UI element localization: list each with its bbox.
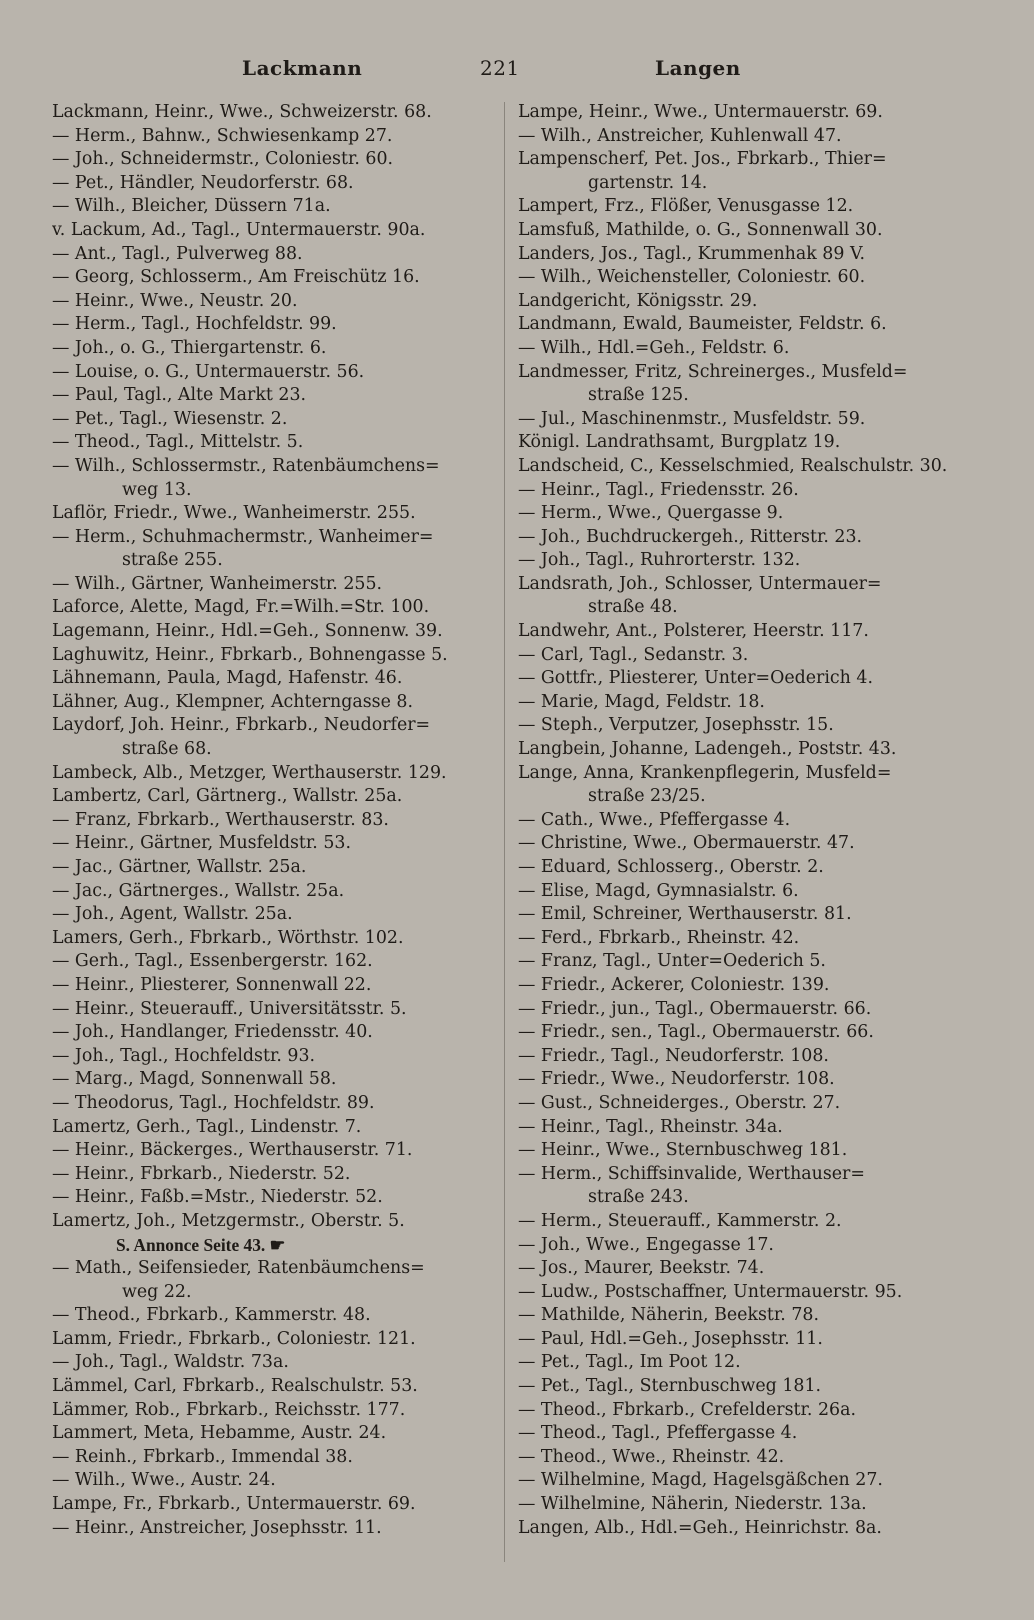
directory-entry: Langbein, Johanne, Ladengeh., Poststr. 43. xyxy=(518,739,897,760)
directory-entry: — Friedr., jun., Tagl., Obermauerstr. 66. xyxy=(518,998,872,1019)
directory-entry: — Friedr., Ackerer, Coloniestr. 139. xyxy=(518,974,830,995)
directory-entry: Lamsfuß, Mathilde, o. G., Sonnenwall 30. xyxy=(518,219,883,240)
directory-entry: — Joh., Buchdruckergeh., Ritterstr. 23. xyxy=(518,526,863,547)
directory-entry: — Theodorus, Tagl., Hochfeldstr. 89. xyxy=(52,1092,375,1113)
directory-entry: — Mathilde, Näherin, Beekstr. 78. xyxy=(518,1305,820,1326)
directory-entry: — Jos., Maurer, Beekstr. 74. xyxy=(518,1258,765,1279)
directory-entry: Langen, Alb., Hdl.=Geh., Heinrichstr. 8a. xyxy=(518,1517,882,1538)
directory-entry: — Wilh., Gärtner, Wanheimerstr. 255. xyxy=(52,573,383,594)
directory-entry: — Friedr., Wwe., Neudorferstr. 108. xyxy=(518,1069,835,1090)
directory-entry: — Joh., o. G., Thiergartenstr. 6. xyxy=(52,337,327,358)
directory-entry: — Jac., Gärtner, Wallstr. 25a. xyxy=(52,857,307,877)
directory-entry: Lamm, Friedr., Fbrkarb., Coloniestr. 121. xyxy=(52,1328,416,1349)
directory-entry: Lampe, Heinr., Wwe., Untermauerstr. 69. xyxy=(518,102,883,122)
directory-entry: — Gust., Schneiderges., Oberstr. 27. xyxy=(518,1092,841,1113)
directory-entry: Landscheid, C., Kesselschmied, Realschulstr. 30. xyxy=(518,455,948,476)
directory-entry: — Theod., Tagl., Mittelstr. 5. xyxy=(52,432,304,453)
directory-entry: Landmesser, Fritz, Schreinerges., Musfeld= xyxy=(518,361,908,382)
directory-entry: — Steph., Verputzer, Josephsstr. 15. xyxy=(518,715,834,736)
directory-entry: Laghuwitz, Heinr., Fbrkarb., Bohnengasse 5. xyxy=(52,644,448,665)
directory-entry: — Ant., Tagl., Pulverweg 88. xyxy=(52,243,303,264)
directory-entry: — Wilh., Anstreicher, Kuhlenwall 47. xyxy=(518,125,842,146)
directory-entry: Lamers, Gerh., Fbrkarb., Wörthstr. 102. xyxy=(52,927,404,948)
directory-entry: Lampenscherf, Pet. Jos., Fbrkarb., Thier= xyxy=(518,149,887,170)
directory-entry: Landwehr, Ant., Polsterer, Heerstr. 117. xyxy=(518,621,869,642)
directory-entry: Lämmer, Rob., Fbrkarb., Reichsstr. 177. xyxy=(52,1399,406,1420)
directory-entry: — Carl, Tagl., Sedanstr. 3. xyxy=(518,644,749,665)
directory-entry: — Pet., Händler, Neudorferstr. 68. xyxy=(52,172,354,193)
directory-entry: Lagemann, Heinr., Hdl.=Geh., Sonnenw. 39. xyxy=(52,621,443,642)
page-header xyxy=(0,56,1034,86)
directory-entry: Landsrath, Joh., Schlosser, Untermauer= xyxy=(518,573,882,594)
entry-continuation: straße 48. xyxy=(588,597,678,618)
directory-entry: — Louise, o. G., Untermauerstr. 56. xyxy=(52,361,365,382)
directory-entry: — Herm., Schuhmachermstr., Wanheimer= xyxy=(52,526,434,547)
directory-entry: — Joh., Wwe., Engegasse 17. xyxy=(518,1234,774,1255)
directory-entry: — Pet., Tagl., Wiesenstr. 2. xyxy=(52,408,288,429)
directory-entry: — Wilh., Wwe., Austr. 24. xyxy=(52,1470,276,1491)
column-divider xyxy=(504,102,505,1562)
directory-entry: Lamertz, Joh., Metzgermstr., Oberstr. 5. xyxy=(52,1210,405,1231)
directory-entry: — Theod., Wwe., Rheinstr. 42. xyxy=(518,1446,785,1467)
directory-entry: — Gerh., Tagl., Essenbergerstr. 162. xyxy=(52,951,373,972)
directory-entry: Lampert, Frz., Flößer, Venusgasse 12. xyxy=(518,196,854,217)
directory-entry: — Reinh., Fbrkarb., Immendal 38. xyxy=(52,1446,353,1467)
directory-entry: — Friedr., sen., Tagl., Obermauerstr. 66. xyxy=(518,1022,874,1043)
directory-entry: Lämmel, Carl, Fbrkarb., Realschulstr. 53. xyxy=(52,1376,418,1397)
directory-entry: — Ferd., Fbrkarb., Rheinstr. 42. xyxy=(518,927,800,948)
directory-entry: — Herm., Tagl., Hochfeldstr. 99. xyxy=(52,314,337,335)
directory-entry: — Joh., Agent, Wallstr. 25a. xyxy=(52,904,293,925)
directory-entry: — Ludw., Postschaffner, Untermauerstr. 95. xyxy=(518,1281,903,1302)
directory-entry: — Joh., Schneidermstr., Coloniestr. 60. xyxy=(52,149,394,170)
directory-entry: — Wilhelmine, Näherin, Niederstr. 13a. xyxy=(518,1494,867,1515)
page-number: 221 xyxy=(480,56,520,80)
directory-entry: — Heinr., Wwe., Sternbuschweg 181. xyxy=(518,1140,848,1161)
directory-entry: — Heinr., Gärtner, Musfeldstr. 53. xyxy=(52,833,352,854)
directory-entry: — Christine, Wwe., Obermauerstr. 47. xyxy=(518,833,855,854)
entry-continuation: weg 22. xyxy=(122,1281,192,1302)
directory-entry: — Heinr., Wwe., Neustr. 20. xyxy=(52,290,298,311)
entry-continuation: weg 13. xyxy=(122,479,192,500)
directory-entry: — Heinr., Faßb.=Mstr., Niederstr. 52. xyxy=(52,1187,383,1208)
directory-entry: — Georg, Schlosserm., Am Freischütz 16. xyxy=(52,267,420,288)
directory-entry: — Gottfr., Pliesterer, Unter=Oederich 4. xyxy=(518,668,873,689)
entry-continuation: straße 23/25. xyxy=(588,786,706,807)
directory-entry: Lammert, Meta, Hebamme, Austr. 24. xyxy=(52,1423,387,1444)
directory-entry: Königl. Landrathsamt, Burgplatz 19. xyxy=(518,432,841,453)
directory-entry: — Marie, Magd, Feldstr. 18. xyxy=(518,691,765,712)
directory-entry: — Emil, Schreiner, Werthauserstr. 81. xyxy=(518,904,852,925)
directory-entry: — Wilh., Schlossermstr., Ratenbäumchens= xyxy=(52,455,440,476)
entry-continuation: straße 68. xyxy=(122,739,212,760)
directory-entry: — Franz, Tagl., Unter=Oederich 5. xyxy=(518,951,826,972)
entry-continuation: straße 255. xyxy=(122,550,223,571)
directory-entry: — Jul., Maschinenmstr., Musfeldstr. 59. xyxy=(518,408,866,429)
directory-entry: v. Lackum, Ad., Tagl., Untermauerstr. 90a. xyxy=(52,219,426,240)
directory-entry: Lambertz, Carl, Gärtnerg., Wallstr. 25a. xyxy=(52,786,403,807)
directory-entry: Lackmann, Heinr., Wwe., Schweizerstr. 68. xyxy=(52,102,432,122)
directory-entry: — Wilh., Weichensteller, Coloniestr. 60. xyxy=(518,267,866,288)
directory-entry: — Theod., Fbrkarb., Kammerstr. 48. xyxy=(52,1305,371,1326)
directory-entry: Landers, Jos., Tagl., Krummenhak 89 V. xyxy=(518,243,865,264)
directory-entry: — Paul, Hdl.=Geh., Josephsstr. 11. xyxy=(518,1328,823,1349)
directory-entry: — Wilhelmine, Magd, Hagelsgäßchen 27. xyxy=(518,1470,883,1491)
directory-entry: Lambeck, Alb., Metzger, Werthauserstr. 129. xyxy=(52,762,447,783)
directory-entry: — Heinr., Fbrkarb., Niederstr. 52. xyxy=(52,1163,351,1184)
header-last-entry: Langen xyxy=(655,56,741,80)
entry-continuation: straße 243. xyxy=(588,1187,689,1208)
directory-entry: Lähner, Aug., Klempner, Achterngasse 8. xyxy=(52,691,414,712)
left-column xyxy=(52,101,498,1540)
directory-entry: — Herm., Steuerauff., Kammerstr. 2. xyxy=(518,1210,842,1231)
directory-entry: — Joh., Tagl., Ruhrorterstr. 132. xyxy=(518,550,801,571)
entry-continuation: gartenstr. 14. xyxy=(588,172,708,193)
directory-entry: — Heinr., Bäckerges., Werthauserstr. 71. xyxy=(52,1140,413,1161)
directory-entry: Lampe, Fr., Fbrkarb., Untermauerstr. 69. xyxy=(52,1494,416,1515)
directory-entry: Laforce, Alette, Magd, Fr.=Wilh.=Str. 100. xyxy=(52,597,430,618)
directory-entry: — Jac., Gärtnerges., Wallstr. 25a. xyxy=(52,880,345,901)
directory-entry: — Herm., Wwe., Quergasse 9. xyxy=(518,503,784,524)
directory-entry: — Marg., Magd, Sonnenwall 58. xyxy=(52,1069,337,1090)
directory-entry: Lähnemann, Paula, Magd, Hafenstr. 46. xyxy=(52,668,403,689)
directory-entry: — Eduard, Schlosserg., Oberstr. 2. xyxy=(518,857,824,877)
directory-entry: — Pet., Tagl., Im Poot 12. xyxy=(518,1352,741,1373)
directory-entry: Lamertz, Gerh., Tagl., Lindenstr. 7. xyxy=(52,1116,362,1137)
directory-entry: — Wilh., Bleicher, Düssern 71a. xyxy=(52,196,331,217)
directory-entry: — Heinr., Anstreicher, Josephsstr. 11. xyxy=(52,1517,382,1538)
directory-entry: — Cath., Wwe., Pfeffergasse 4. xyxy=(518,809,791,830)
directory-entry: — Math., Seifensieder, Ratenbäumchens= xyxy=(52,1258,425,1279)
directory-entry: — Joh., Handlanger, Friedensstr. 40. xyxy=(52,1022,373,1043)
directory-entry: — Theod., Tagl., Pfeffergasse 4. xyxy=(518,1423,798,1444)
directory-entry: — Wilh., Hdl.=Geh., Feldstr. 6. xyxy=(518,337,790,358)
directory-entry: — Joh., Tagl., Waldstr. 73a. xyxy=(52,1352,289,1373)
directory-entry: — Pet., Tagl., Sternbuschweg 181. xyxy=(518,1376,822,1397)
directory-entry: — Heinr., Steuerauff., Universitätsstr. 5. xyxy=(52,998,407,1019)
directory-entry: — Joh., Tagl., Hochfeldstr. 93. xyxy=(52,1045,316,1066)
directory-entry: Laydorf, Joh. Heinr., Fbrkarb., Neudorfer= xyxy=(52,715,431,736)
right-column xyxy=(518,101,948,1540)
directory-entry: — Paul, Tagl., Alte Markt 23. xyxy=(52,385,307,406)
directory-entry: — Heinr., Tagl., Rheinstr. 34a. xyxy=(518,1116,783,1137)
directory-entry: — Herm., Bahnw., Schwiesenkamp 27. xyxy=(52,125,393,146)
directory-entry: — Theod., Fbrkarb., Crefelderstr. 26a. xyxy=(518,1399,856,1420)
directory-entry: — Heinr., Pliesterer, Sonnenwall 22. xyxy=(52,974,372,995)
directory-entry: — Heinr., Tagl., Friedensstr. 26. xyxy=(518,479,799,500)
directory-entry: Lange, Anna, Krankenpflegerin, Musfeld= xyxy=(518,762,892,783)
directory-entry: Landmann, Ewald, Baumeister, Feldstr. 6. xyxy=(518,314,887,335)
annonce-note: S. Annonce Seite 43. ☛ xyxy=(116,1234,286,1255)
header-first-entry: Lackmann xyxy=(242,56,363,80)
directory-entry: — Franz, Fbrkarb., Werthauserstr. 83. xyxy=(52,809,389,830)
directory-entry: — Friedr., Tagl., Neudorferstr. 108. xyxy=(518,1045,829,1066)
directory-entry: — Herm., Schiffsinvalide, Werthauser= xyxy=(518,1163,865,1184)
directory-entry: Laflör, Friedr., Wwe., Wanheimerstr. 255. xyxy=(52,503,416,524)
directory-entry: Landgericht, Königsstr. 29. xyxy=(518,290,758,311)
directory-entry: — Elise, Magd, Gymnasialstr. 6. xyxy=(518,880,799,901)
entry-continuation: straße 125. xyxy=(588,385,689,406)
